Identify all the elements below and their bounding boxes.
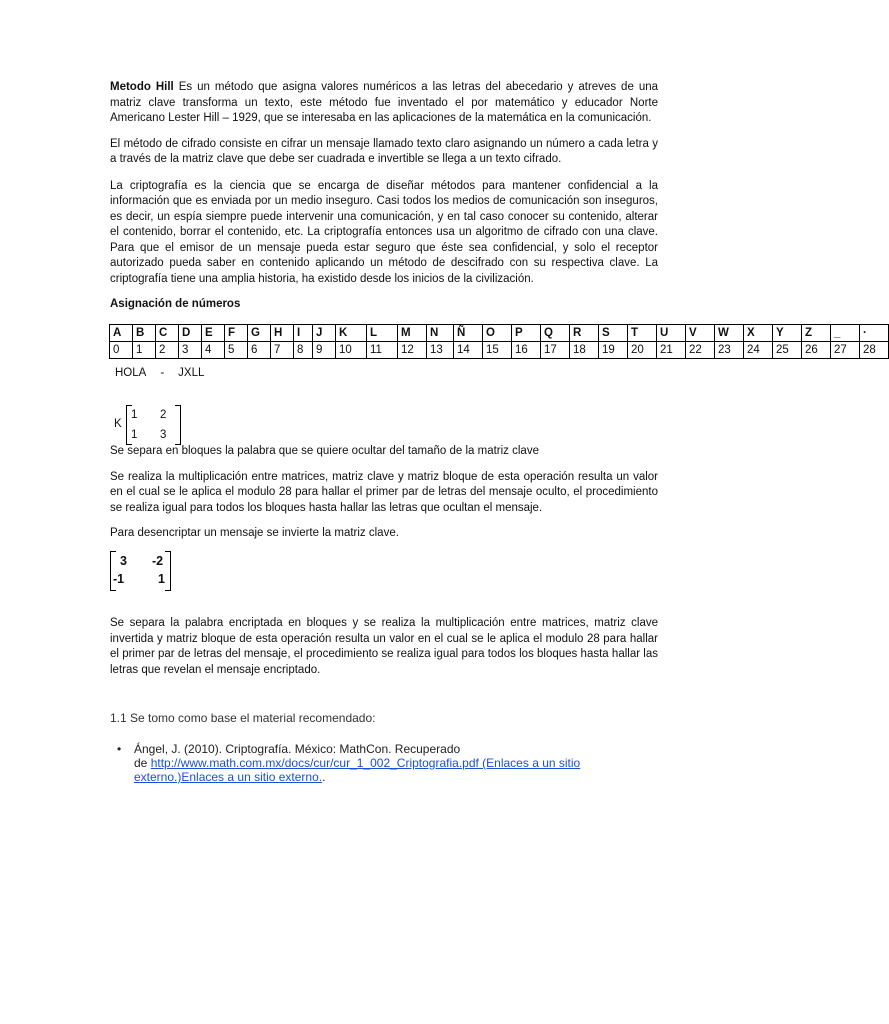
alphabet-letter-cell: D	[179, 325, 202, 342]
alphabet-number-cell: 15	[483, 342, 512, 359]
alphabet-number-cell: 23	[715, 342, 744, 359]
alphabet-letter-cell: G	[248, 325, 271, 342]
alphabet-number-cell: 0	[110, 342, 133, 359]
alphabet-number-cell: 27	[831, 342, 860, 359]
bullet-icon: •	[117, 742, 122, 756]
intro-text: Es un método que asigna valores numéricos a las letras del abecedario y atreves de una matriz clave transforma un texto, este método fue inventado el por matemático y educador Norte Americano Lester Hill – 1929, que se interesaba en las aplicaciones de la matemática en la comunicación.	[110, 81, 659, 124]
alphabet-letter-cell: X	[744, 325, 773, 342]
term-metodo-hill: Metodo Hill	[110, 81, 174, 93]
inverse-matrix-cell: -2	[152, 554, 164, 568]
reference-link[interactable]: http://www.math.com.mx/docs/cur/cur_1_002_Criptografia.pdf (Enlaces a un sitio externo.)Enlaces a un sitio externo.	[134, 756, 581, 784]
alphabet-letter-cell: C	[156, 325, 179, 342]
example-dash: -	[160, 367, 165, 379]
alphabet-number-cell: 8	[294, 342, 313, 359]
alphabet-number-cell: 25	[773, 342, 802, 359]
inverse-matrix-cell: 1	[158, 572, 165, 586]
reference-suffix: .	[322, 770, 326, 784]
alphabet-letter-cell: Ñ	[454, 325, 483, 342]
example-cipher: JXLL	[178, 367, 205, 379]
document-body	[110, 80, 658, 313]
key-matrix-cell: 3	[160, 429, 167, 441]
block-section	[110, 444, 658, 542]
alphabet-number-cell: 17	[541, 342, 570, 359]
alphabet-number-cell: 18	[570, 342, 599, 359]
alphabet-number-cell: 12	[398, 342, 427, 359]
alphabet-letter-cell: R	[570, 325, 599, 342]
alphabet-number-cell: 16	[512, 342, 541, 359]
source-note: 1.1 Se tomo como base el material recomendado:	[110, 711, 376, 725]
alphabet-number-cell: 2	[156, 342, 179, 359]
alphabet-letter-cell: V	[686, 325, 715, 342]
alphabet-letter-cell: P	[512, 325, 541, 342]
alphabet-number-cell: 20	[628, 342, 657, 359]
key-matrix-label: K	[114, 418, 122, 430]
alphabet-letter-cell: N	[427, 325, 454, 342]
alphabet-letter-cell: ·	[860, 325, 889, 342]
matrix-bracket-right	[175, 405, 181, 445]
alphabet-number-cell: 4	[202, 342, 225, 359]
key-matrix-cell: 2	[160, 409, 167, 421]
alphabet-number-cell: 11	[367, 342, 398, 359]
alphabet-letter-cell: S	[599, 325, 628, 342]
final-paragraph: Se separa la palabra encriptada en bloques y se realiza la multiplicación entre matrices, matriz clave invertida y matriz bloque de esta operación resulta un valor en el cual se le aplica el modulo 28 para hallar el primer par de letras del mensaje, el procedimiento se realiza igual para todos los bloques hasta hallar las letras que revelan el mensaje encriptado.	[110, 617, 658, 676]
example-plain: HOLA	[115, 367, 147, 379]
blocks-paragraph: Se separa en bloques la palabra que se quiere ocultar del tamaño de la matriz clave	[110, 445, 539, 457]
reference-link-line	[134, 756, 662, 784]
alphabet-letter-cell: L	[367, 325, 398, 342]
alphabet-number-cell: 3	[179, 342, 202, 359]
alphabet-number-cell: 10	[336, 342, 367, 359]
decrypt-paragraph: Para desencriptar un mensaje se invierte la matriz clave.	[110, 527, 399, 539]
alphabet-number-cell: 19	[599, 342, 628, 359]
alphabet-letter-cell: _	[831, 325, 860, 342]
intro-paragraph	[110, 80, 658, 127]
alphabet-letters-row	[110, 325, 889, 342]
alphabet-letter-cell: J	[313, 325, 336, 342]
alphabet-number-cell: 28	[860, 342, 889, 359]
alphabet-letter-cell: U	[657, 325, 686, 342]
inverse-key-matrix	[110, 551, 170, 591]
alphabet-number-cell: 6	[248, 342, 271, 359]
assignment-heading: Asignación de números	[110, 298, 241, 310]
alphabet-number-cell: 9	[313, 342, 336, 359]
alphabet-number-cell: 5	[225, 342, 248, 359]
alphabet-letter-cell: E	[202, 325, 225, 342]
alphabet-number-cell: 13	[427, 342, 454, 359]
alphabet-table	[109, 324, 889, 359]
cipher-method-paragraph: El método de cifrado consiste en cifrar un mensaje llamado texto claro asignando un número a cada letra y a través de la matriz clave que debe ser cuadrada e invertible se llega a un texto cifrado.	[110, 137, 658, 165]
example-line	[115, 367, 218, 379]
alphabet-letter-cell: K	[336, 325, 367, 342]
alphabet-number-cell: 14	[454, 342, 483, 359]
key-matrix	[110, 405, 180, 445]
alphabet-number-cell: 22	[686, 342, 715, 359]
key-matrix-cell: 1	[131, 429, 138, 441]
alphabet-number-cell: 7	[271, 342, 294, 359]
inverse-matrix-cell: -1	[113, 572, 125, 586]
alphabet-number-cell: 1	[133, 342, 156, 359]
alphabet-letter-cell: A	[110, 325, 133, 342]
alphabet-letter-cell: Q	[541, 325, 570, 342]
alphabet-letter-cell: F	[225, 325, 248, 342]
alphabet-letter-cell: Z	[802, 325, 831, 342]
matrix-bracket-right	[165, 551, 171, 591]
alphabet-letter-cell: W	[715, 325, 744, 342]
alphabet-letter-cell: T	[628, 325, 657, 342]
alphabet-letter-cell: M	[398, 325, 427, 342]
reference-text	[134, 742, 662, 784]
inverse-matrix-cell: 3	[120, 554, 127, 568]
multiply-paragraph: Se realiza la multiplicación entre matrices, matriz clave y matriz bloque de esta operación resulta un valor en el cual se le aplica el modulo 28 para hallar el primer par de letras del mensaje oculto, el procedimiento se realiza igual para todos los bloques hasta hallar las letras que ocultan el mensaje.	[110, 470, 658, 514]
reference-line: Ángel, J. (2010). Criptografía. México: MathCon. Recuperado	[134, 742, 461, 756]
alphabet-letter-cell: O	[483, 325, 512, 342]
alphabet-number-cell: 24	[744, 342, 773, 359]
alphabet-letter-cell: H	[271, 325, 294, 342]
alphabet-numbers-row	[110, 342, 889, 359]
alphabet-number-cell: 21	[657, 342, 686, 359]
cryptography-paragraph: La criptografía es la ciencia que se encarga de diseñar métodos para mantener confidencial a la información que es enviada por un medio inseguro. Casi todos los medios de comunicación son inseguros, es decir, un espía siempre puede intervenir una comunicación, y en tal caso conocer su contenido, alterar el contenido, borrar el contenido, etc. La criptografía entonces usa un algoritmo de cifrado con una clave. Para que el emisor de un mensaje pueda estar seguro que éste sea confidencial, y solo el receptor autorizado pueda saber en contenido aplicando un método de descifrado con su respectiva clave. La criptografía tiene una amplia historia, ha existido desde los inicios de la civilización.	[110, 179, 658, 285]
alphabet-letter-cell: Y	[773, 325, 802, 342]
alphabet-number-cell: 26	[802, 342, 831, 359]
key-matrix-cell: 1	[131, 409, 138, 421]
alphabet-letter-cell: B	[133, 325, 156, 342]
alphabet-letter-cell: I	[294, 325, 313, 342]
reference-prefix: de	[134, 756, 151, 770]
final-section	[110, 616, 658, 678]
